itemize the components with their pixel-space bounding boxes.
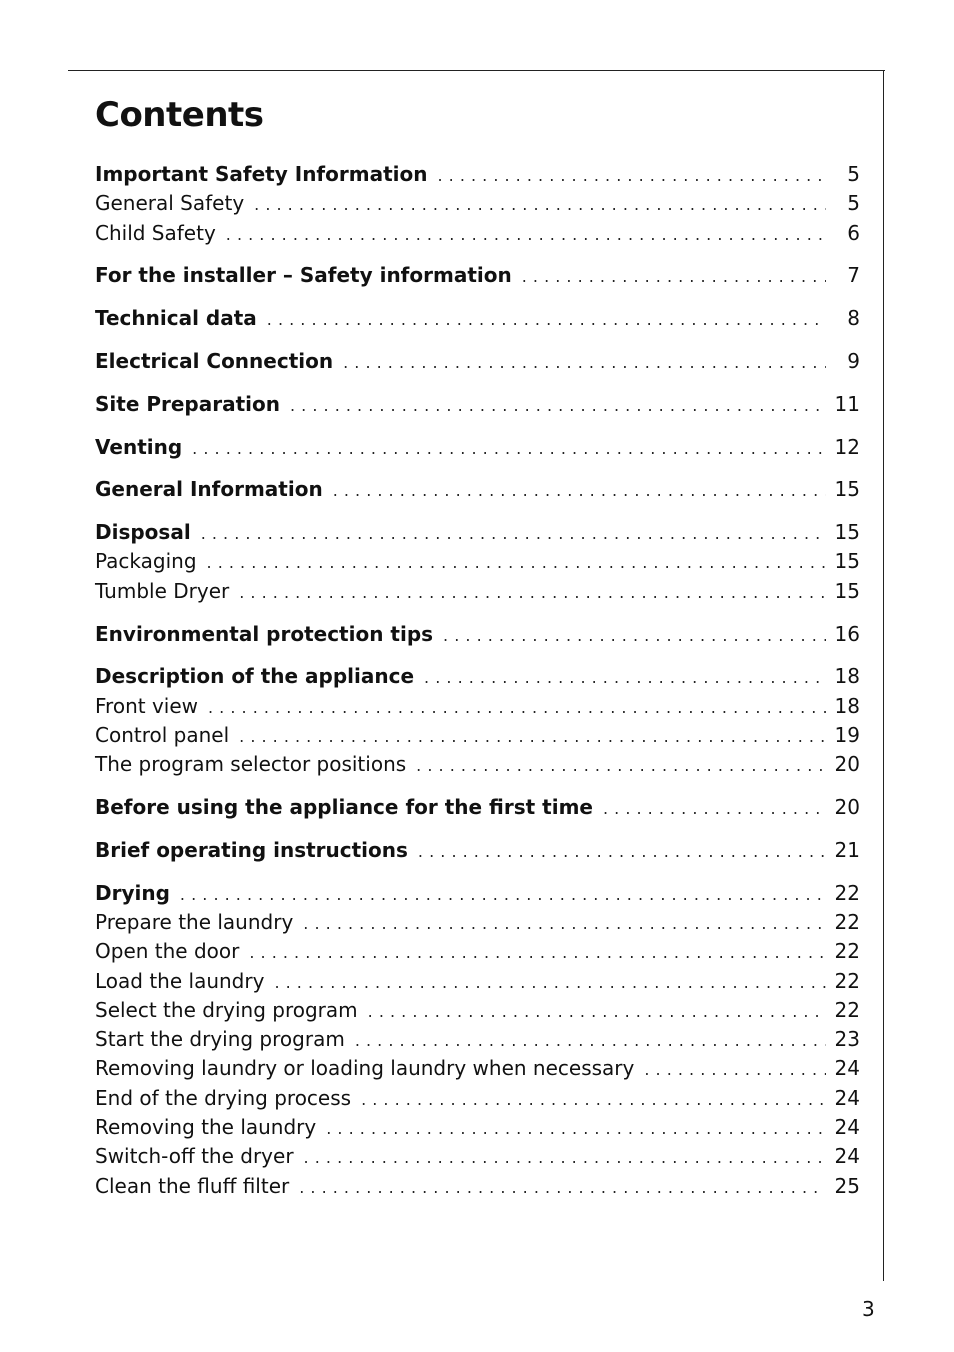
toc-subsection-entry[interactable] [95, 189, 860, 218]
toc-dot-leader [267, 305, 826, 334]
toc-dot-leader [180, 880, 826, 909]
toc-entry-label: Important Safety Information [95, 162, 428, 186]
toc-dot-leader [416, 751, 826, 780]
toc-dot-leader [418, 837, 826, 866]
toc-entry-page: 22 [834, 909, 860, 934]
toc-entry-label: Start the drying program [95, 1027, 345, 1052]
toc-section-entry[interactable] [95, 518, 860, 547]
toc-entry-page: 24 [834, 1056, 860, 1081]
toc-dot-leader [249, 938, 826, 967]
toc-entry-label: Removing the laundry [95, 1115, 317, 1140]
toc-entry-page: 19 [834, 722, 860, 747]
toc-subsection-entry[interactable] [95, 996, 860, 1025]
toc-entry-page: 11 [834, 391, 860, 416]
toc-subsection-entry[interactable] [95, 1113, 860, 1142]
toc-group [95, 879, 860, 1201]
toc-subsection-entry[interactable] [95, 750, 860, 779]
toc-entry-label: Load the laundry [95, 968, 265, 993]
toc-dot-leader [254, 190, 826, 219]
toc-entry-page: 20 [834, 795, 860, 820]
toc-entry-label: Description of the appliance [95, 664, 415, 689]
toc-group [95, 433, 860, 462]
toc-group [95, 347, 860, 376]
toc-entry-label: Technical data [95, 306, 257, 331]
toc-entry-label: Drying [95, 880, 170, 905]
toc-entry-label: Before using the appliance for the first time [95, 795, 593, 820]
toc-entry-label: General Information [95, 477, 323, 502]
toc-group [95, 304, 860, 333]
toc-group [95, 390, 860, 419]
toc-dot-leader [207, 548, 826, 577]
toc-entry-page: 15 [834, 578, 860, 603]
toc-subsection-entry[interactable] [95, 1142, 860, 1171]
toc-section-entry[interactable] [95, 879, 860, 908]
toc-dot-leader [239, 722, 826, 751]
toc-entry-page: 7 [847, 263, 860, 288]
toc-entry-page: 22 [834, 880, 860, 905]
toc-group [95, 261, 860, 290]
toc-entry-page: 15 [834, 477, 860, 502]
toc-entry-label: The program selector positions [95, 752, 407, 777]
page-title: Contents [95, 95, 264, 135]
toc-entry-label: Packaging [95, 549, 197, 574]
toc-section-entry[interactable] [95, 836, 860, 865]
toc-subsection-entry[interactable] [95, 547, 860, 576]
toc-entry-label: Electrical Connection [95, 348, 334, 373]
top-rule [68, 70, 885, 71]
toc-entry-page: 6 [847, 220, 860, 245]
toc-dot-leader [361, 1085, 826, 1114]
toc-entry-page: 15 [834, 549, 860, 574]
toc-dot-leader [603, 794, 826, 823]
toc-section-entry[interactable] [95, 304, 860, 333]
toc-subsection-entry[interactable] [95, 908, 860, 937]
toc-group [95, 836, 860, 865]
toc-entry-page: 18 [834, 693, 860, 718]
toc-group [95, 160, 860, 248]
toc-entry-page: 22 [834, 939, 860, 964]
toc-subsection-entry[interactable] [95, 1084, 860, 1113]
toc-dot-leader [355, 1026, 826, 1055]
toc-group [95, 475, 860, 504]
toc-entry-page: 16 [834, 621, 860, 646]
toc-dot-leader [304, 1143, 826, 1172]
toc-entry-label: Child Safety [95, 220, 216, 245]
toc-subsection-entry[interactable] [95, 1054, 860, 1083]
toc-section-entry[interactable] [95, 433, 860, 462]
toc-dot-leader [290, 391, 826, 420]
toc-entry-page: 18 [834, 664, 860, 689]
toc-entry-page: 5 [847, 191, 860, 216]
toc-entry-page: 20 [834, 752, 860, 777]
toc-entry-label: Removing laundry or loading laundry when necessary [95, 1056, 635, 1081]
toc-dot-leader [303, 909, 826, 938]
toc-entry-label: Clean the fluff filter [95, 1173, 290, 1198]
toc-entry-label: End of the drying process [95, 1085, 352, 1110]
toc-subsection-entry[interactable] [95, 937, 860, 966]
toc-entry-label: General Safety [95, 191, 245, 216]
toc-entry-label: Control panel [95, 722, 230, 747]
toc-dot-leader [208, 693, 826, 722]
toc-entry-label: Environmental protection tips [95, 621, 434, 646]
toc-entry-page: 8 [847, 306, 860, 331]
toc-entry-page: 24 [834, 1144, 860, 1169]
page-number: 3 [862, 1297, 875, 1321]
toc-entry-page: 5 [847, 162, 860, 186]
toc-dot-leader [326, 1114, 826, 1143]
toc-entry-label: Front view [95, 693, 198, 718]
toc-dot-leader [192, 434, 826, 463]
toc-section-entry[interactable] [95, 160, 860, 189]
toc-dot-leader [226, 220, 826, 249]
toc-dot-leader [424, 663, 826, 692]
toc-entry-page: 23 [834, 1027, 860, 1052]
toc-dot-leader [443, 621, 826, 650]
toc-section-entry[interactable] [95, 261, 860, 290]
toc-entry-label: For the installer – Safety information [95, 263, 512, 288]
toc-subsection-entry[interactable] [95, 967, 860, 996]
toc-dot-leader [343, 348, 826, 377]
toc-entry-page: 22 [834, 997, 860, 1022]
toc-entry-page: 25 [834, 1173, 860, 1198]
toc-entry-label: Select the drying program [95, 997, 358, 1022]
toc-dot-leader [239, 578, 826, 607]
toc-group [95, 793, 860, 822]
toc-entry-page: 15 [834, 520, 860, 545]
toc-entry-label: Tumble Dryer [95, 578, 230, 603]
toc-section-entry[interactable] [95, 475, 860, 504]
table-of-contents [95, 160, 860, 1214]
toc-entry-page: 22 [834, 968, 860, 993]
toc-subsection-entry[interactable] [95, 1025, 860, 1054]
toc-entry-label: Brief operating instructions [95, 837, 408, 862]
toc-dot-leader [333, 476, 826, 505]
toc-section-entry[interactable] [95, 390, 860, 419]
toc-entry-page: 21 [834, 837, 860, 862]
toc-entry-label: Open the door [95, 939, 240, 964]
toc-subsection-entry[interactable] [95, 721, 860, 750]
toc-dot-leader [299, 1173, 826, 1202]
toc-dot-leader [368, 997, 826, 1026]
toc-group [95, 620, 860, 649]
toc-section-entry[interactable] [95, 662, 860, 691]
right-margin-rule [883, 70, 884, 1281]
toc-section-entry[interactable] [95, 793, 860, 822]
toc-subsection-entry[interactable] [95, 1172, 860, 1201]
toc-section-entry[interactable] [95, 347, 860, 376]
toc-entry-page: 24 [834, 1115, 860, 1140]
toc-section-entry[interactable] [95, 620, 860, 649]
toc-dot-leader [201, 519, 826, 548]
toc-dot-leader [437, 161, 826, 190]
toc-subsection-entry[interactable] [95, 219, 860, 248]
toc-dot-leader [644, 1055, 826, 1084]
toc-subsection-entry[interactable] [95, 577, 860, 606]
toc-dot-leader [274, 968, 826, 997]
toc-entry-page: 24 [834, 1085, 860, 1110]
toc-entry-label: Venting [95, 434, 183, 459]
toc-entry-page: 12 [834, 434, 860, 459]
toc-group [95, 662, 860, 779]
toc-subsection-entry[interactable] [95, 692, 860, 721]
toc-dot-leader [522, 262, 826, 291]
toc-entry-label: Disposal [95, 520, 191, 545]
toc-entry-label: Site Preparation [95, 391, 280, 416]
toc-entry-label: Switch-off the dryer [95, 1144, 294, 1169]
toc-entry-page: 9 [847, 348, 860, 373]
toc-group [95, 518, 860, 606]
toc-entry-label: Prepare the laundry [95, 909, 294, 934]
